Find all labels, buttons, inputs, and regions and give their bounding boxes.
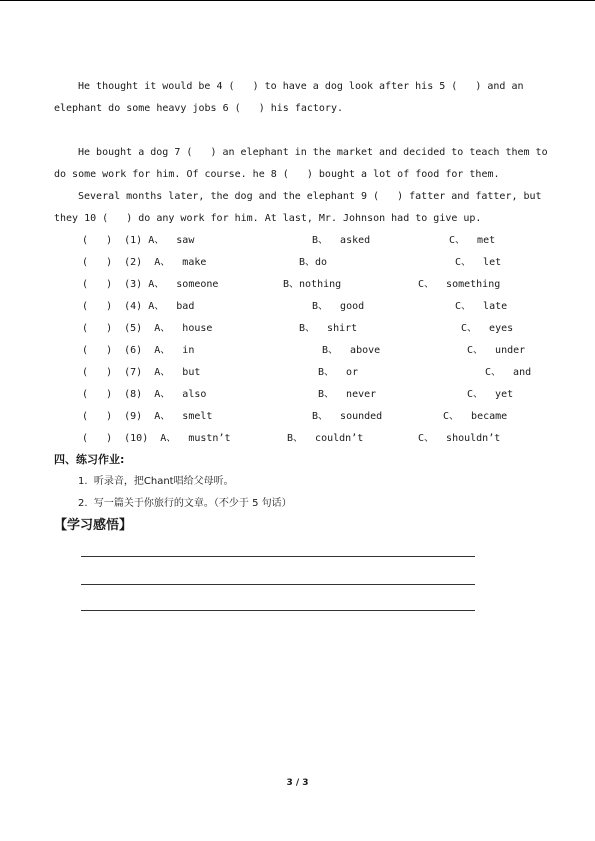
question-option-a: ( ) (5) A、 house (82, 323, 213, 334)
passage-p3-line1: Several months later, the dog and the elephant 9 ( ) fatter and fatter, but (78, 191, 542, 202)
passage-p2-line1: He bought a dog 7 ( ) an elephant in the market and decided to teach them to (78, 147, 548, 158)
passage-p3-line2: they 10 ( ) do any work for him. At last, Mr. Johnson had to give up. (54, 213, 482, 224)
question-option-c: C、 and (485, 367, 532, 378)
question-option-b: B、nothing (283, 279, 342, 290)
question-option-b: B、 sounded (312, 411, 383, 422)
question-option-c: C、 shouldn’t (418, 433, 501, 444)
writing-line (81, 584, 475, 585)
question-option-a: ( ) (6) A、 in (82, 345, 195, 356)
reflection-heading: 【学习感悟】 (54, 518, 133, 533)
question-option-a: ( ) (3) A、 someone (82, 279, 219, 290)
question-option-a: ( ) (10) A、 mustn’t (82, 433, 231, 444)
passage-p1-line1: He thought it would be 4 ( ) to have a dog look after his 5 ( ) and an (78, 81, 524, 92)
question-option-a: ( ) (8) A、 also (82, 389, 207, 400)
question-option-a: ( ) (9) A、 smelt (82, 411, 213, 422)
question-option-b: B、 never (318, 389, 377, 400)
question-option-a: ( ) (1) A、 saw (82, 235, 195, 246)
question-option-b: B、 shirt (299, 323, 358, 334)
question-option-c: C、 late (455, 301, 508, 312)
writing-line (81, 556, 475, 557)
question-option-a: ( ) (4) A、 bad (82, 301, 195, 312)
question-option-b: B、 above (322, 345, 381, 356)
question-option-c: C、 yet (467, 389, 514, 400)
question-option-b: B、 asked (312, 235, 371, 246)
page-number: 3 / 3 (286, 778, 309, 788)
question-option-b: B、do (299, 257, 328, 268)
homework-item-1: 1. 听录音，把Chant唱给父母听。 (78, 476, 234, 487)
question-option-c: C、 something (418, 279, 501, 290)
top-border-line (0, 0, 595, 1)
question-option-c: C、 let (455, 257, 502, 268)
question-option-b: B、 or (318, 367, 359, 378)
writing-line (81, 610, 475, 611)
question-option-a: ( ) (2) A、 make (82, 257, 207, 268)
passage-p2-line2: do some work for him. Of course. he 8 ( ) bought a lot of food for them. (54, 169, 500, 180)
question-option-b: B、 good (312, 301, 365, 312)
question-option-b: B、 couldn’t (287, 433, 364, 444)
question-option-c: C、 eyes (461, 323, 514, 334)
question-option-c: C、 met (449, 235, 496, 246)
homework-item-2: 2. 写一篇关于你旅行的文章。（不少于 5 句话） (78, 498, 292, 509)
question-option-c: C、 under (467, 345, 526, 356)
passage-p1-line2: elephant do some heavy jobs 6 ( ) his factory. (54, 103, 343, 114)
question-option-a: ( ) (7) A、 but (82, 367, 201, 378)
homework-heading: 四、练习作业: (54, 453, 125, 466)
question-option-c: C、 became (443, 411, 508, 422)
